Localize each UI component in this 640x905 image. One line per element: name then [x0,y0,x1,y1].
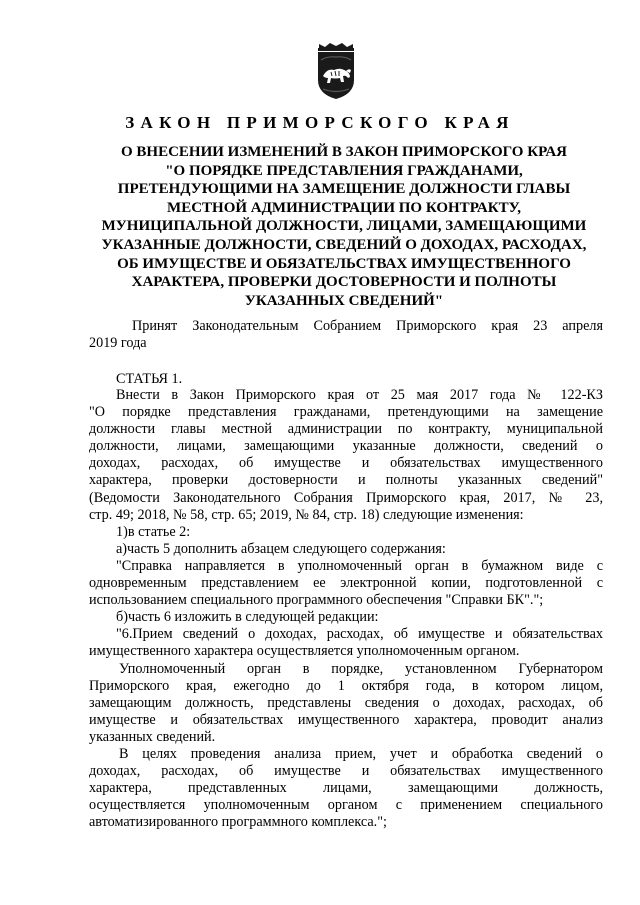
body-line: "О порядке представления гражданами, претендующими на замещение [89,404,603,421]
body-line: "Справка направляется в уполномоченный орган в бумажном виде с [116,557,603,574]
body-line: имущественного характера осуществляется уполномоченным органом. [89,643,520,660]
body-line: В целях проведения анализа прием, учет и обработка сведений о [119,745,603,762]
body-line: характера, представленных лицами, замещающими должность, [89,780,603,797]
body-line: использованием специального программного обеспечения "Справки БК"."; [89,592,544,609]
body-line: доходах, расходах, об имуществе и обязательствах имущественного [89,763,603,780]
subtitle-line: ПРЕТЕНДУЮЩИМИ НА ЗАМЕЩЕНИЕ ДОЛЖНОСТИ ГЛАВЫ [117,181,571,198]
subtitle-line: УКАЗАННЫЕ ДОЛЖНОСТИ, СВЕДЕНИЙ О ДОХОДАХ, РАСХОДАХ, [101,236,587,253]
adoption-note [89,318,603,352]
body-line: должности, лицами, замещающими указанные должности, сведений о [89,438,603,455]
subtitle-line: МУНИЦИПАЛЬНОЙ ДОЛЖНОСТИ, ЛИЦАМИ, ЗАМЕЩАЮЩИМИ [101,218,587,235]
body-line: должности главы местной администрации по контракту, муниципальной [89,421,603,438]
body-line: 1)в статье 2: [116,523,191,540]
body-line: Уполномоченный орган в порядке, установленном Губернатором [119,660,603,677]
body-line: Внести в Закон Приморского края от 25 мая 2017 года № 122-КЗ [116,387,603,403]
article-heading-text: СТАТЬЯ 1. [116,371,183,387]
body-line: стр. 49; 2018, № 58, стр. 65; 2019, № 84, стр. 18) следующие изменения: [89,506,524,523]
body-line: автоматизированного программного комплекса."; [89,814,387,831]
law-subtitle [86,143,602,310]
body-line: одновременным представлением ее электронной копии, подготовленной с [89,575,603,592]
body-line: доходах, расходах, об имуществе и обязательствах имущественного [89,455,603,472]
body-line: замещающим должность, представлены сведения о доходах, расходах, об [89,694,603,711]
adoption-line: Принят Законодательным Собранием Приморского края 23 апреля [132,318,603,334]
coat-of-arms-icon [313,42,359,100]
body-line: осуществляется уполномоченным органом с применением специального [89,797,603,814]
subtitle-line: "О ПОРЯДКЕ ПРЕДСТАВЛЕНИЯ ГРАЖДАНАМИ, [165,162,523,179]
subtitle-line: О ВНЕСЕНИИ ИЗМЕНЕНИЙ В ЗАКОН ПРИМОРСКОГО КРАЯ [121,144,567,160]
body-line: (Ведомости Законодательного Собрания Приморского края, 2017, № 23, [89,489,603,506]
article-heading [89,371,603,388]
body-line: "6.Прием сведений о доходах, расходах, об имуществе и обязательствах [116,626,603,643]
body-line: характера, проверки достоверности и полноты указанных сведений" [89,472,603,489]
article-body [89,387,603,831]
body-line: Приморского края, ежегодно до 1 октября года, в котором лицом, [89,677,603,694]
subtitle-line: ХАРАКТЕРА, ПРОВЕРКИ ДОСТОВЕРНОСТИ И ПОЛНОТЫ [131,274,557,291]
body-line: а)часть 5 дополнить абзацем следующего содержания: [116,540,446,557]
subtitle-line: МЕСТНОЙ АДМИНИСТРАЦИИ ПО КОНТРАКТУ, [167,199,521,216]
adoption-line: 2019 года [89,335,147,352]
subtitle-line: УКАЗАННЫХ СВЕДЕНИЙ" [244,292,444,309]
body-line: б)часть 6 изложить в следующей редакции: [116,609,379,626]
coat-of-arms-graphic [313,42,359,100]
body-line: указанных сведений. [89,728,216,745]
body-line: имуществе и обязательствах имущественного характера, проводит анализ [89,711,603,728]
law-title: ЗАКОН ПРИМОРСКОГО КРАЯ [125,113,515,132]
subtitle-line: ОБ ИМУЩЕСТВЕ И ОБЯЗАТЕЛЬСТВАХ ИМУЩЕСТВЕННОГО [117,255,571,272]
